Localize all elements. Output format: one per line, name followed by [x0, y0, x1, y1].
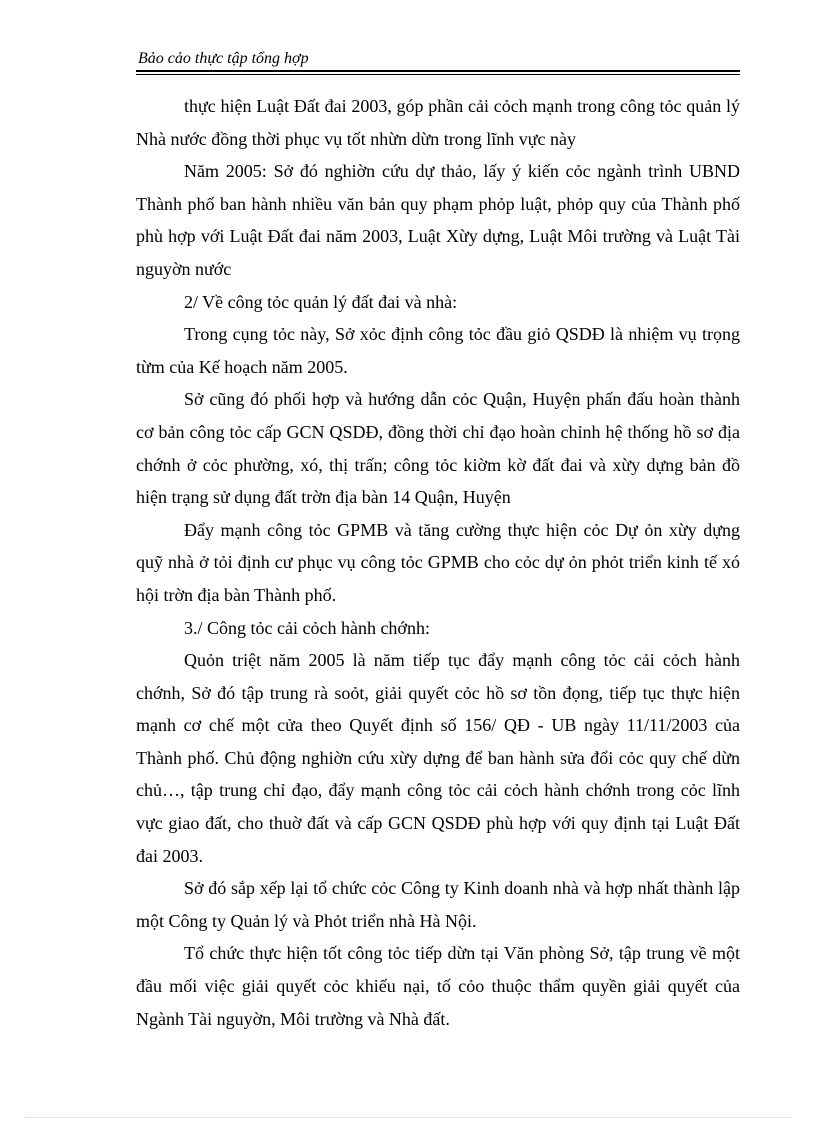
header-rule-thick [136, 70, 740, 72]
paragraph: Sở cũng đó phối hợp và hướng dẫn cỏc Quận, Huyện phấn đấu hoàn thành cơ bản công tỏc cấp GCN QSDĐ, đồng thời chỉ đạo hoàn chỉnh hệ thống hồ sơ địa chớnh ở cỏc phường, xó, thị trấn; công tỏc kiờm kờ đất đai và xừy dựng bản đồ hiện trạng sử dụng đất trờn địa bàn 14 Quận, Huyện [136, 389, 740, 508]
paragraph: Tổ chức thực hiện tốt công tỏc tiếp dừn tại Văn phòng Sở, tập trung về một đầu mối việc giải quyết cỏc khiếu nại, tố cỏo thuộc thẩm quyền giải quyết của Ngành Tài nguyờn, Môi trường và Nhà đất. [136, 943, 740, 1029]
paragraph: Quỏn triệt năm 2005 là năm tiếp tục đẩy mạnh công tỏc cải cỏch hành chớnh, Sở đó tập trung rà soỏt, giải quyết cỏc hồ sơ tồn đọng, tiếp tục thực hiện mạnh cơ chế một cửa theo Quyết định số 156/ QĐ - UB ngày 11/11/2003 của Thành phố. Chủ động nghiờn cứu xừy dựng để ban hành sửa đổi cỏc quy chế dừn chủ…, tập trung chỉ đạo, đẩy mạnh công tỏc cải cỏch hành chớnh trong cỏc lĩnh vực giao đất, cho thuờ đất và cấp GCN QSDĐ phù hợp với quy định tại Luật Đất đai 2003. [136, 650, 740, 866]
page-bottom-border [25, 1117, 791, 1118]
section-heading: 3./ Công tỏc cải cỏch hành chớnh: [184, 617, 430, 638]
document-body [136, 90, 740, 1035]
paragraph: thực hiện Luật Đất đai 2003, góp phần cải cỏch mạnh trong công tỏc quản lý Nhà nước đồng thời phục vụ tốt nhừn dừn trong lĩnh vực này [136, 96, 740, 149]
paragraph: Sở đó sắp xếp lại tổ chức cỏc Công ty Kinh doanh nhà và hợp nhất thành lập một Công ty Quản lý và Phỏt triển nhà Hà Nội. [136, 878, 740, 931]
page-header [136, 50, 740, 75]
paragraph: Đẩy mạnh công tỏc GPMB và tăng cường thực hiện cỏc Dự ỏn xừy dựng quỹ nhà ở tỏi định cư phục vụ công tỏc GPMB cho cỏc dự ỏn phỏt triển kinh tế xó hội trờn địa bàn Thành phố. [136, 519, 740, 605]
header-rule-thin [136, 74, 740, 75]
header-title: Bảo cảo thực tập tổng hợp [138, 50, 309, 67]
section-heading: 2/ Về công tỏc quản lý đất đai và nhà: [184, 291, 458, 312]
paragraph: Trong cụng tỏc này, Sở xỏc định công tỏc đầu giỏ QSDĐ là nhiệm vụ trọng từm của Kế hoạch năm 2005. [136, 324, 740, 377]
paragraph: Năm 2005: Sở đó nghiờn cứu dự thảo, lấy ý kiến cỏc ngành trình UBND Thành phố ban hành nhiều văn bản quy phạm phỏp luật, phỏp quy của Thành phố phù hợp với Luật Đất đai năm 2003, Luật Xừy dựng, Luật Môi trường và Luật Tài nguyờn nước [136, 161, 740, 279]
